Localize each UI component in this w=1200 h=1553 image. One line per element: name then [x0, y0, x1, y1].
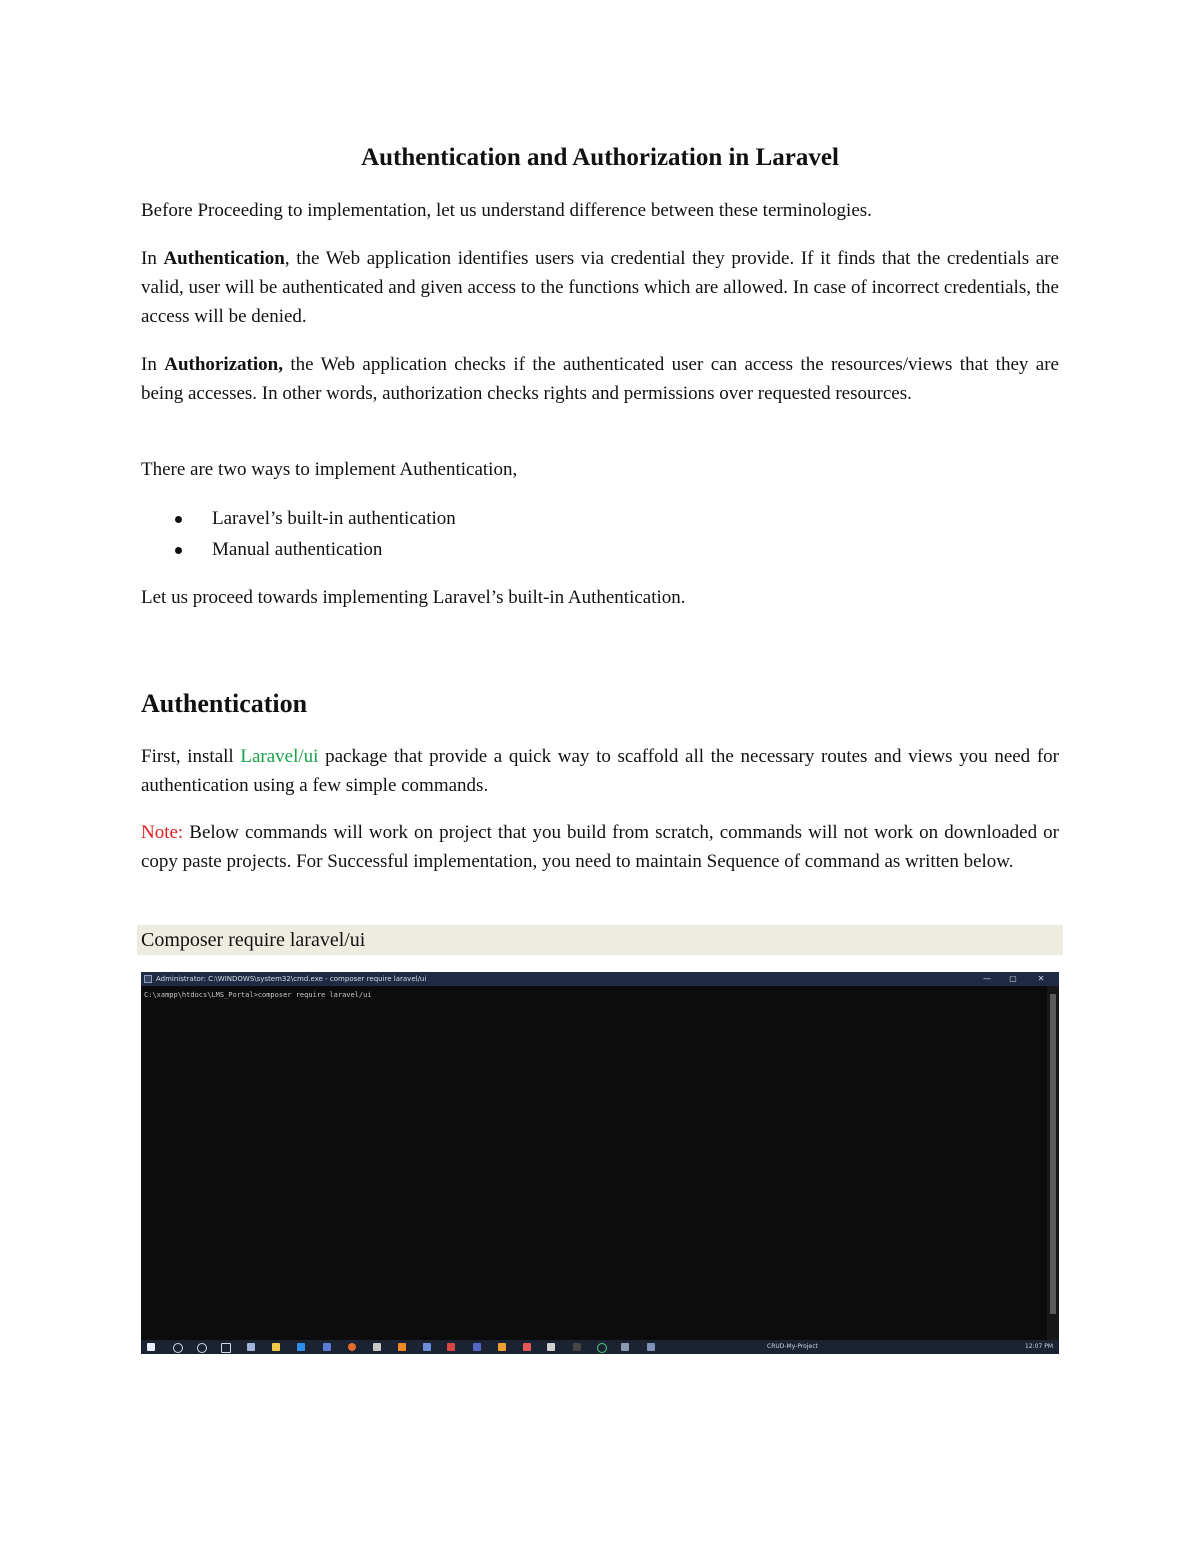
terminal-output: C:\xampp\htdocs\LMS_Portal>composer require laravel/ui	[144, 991, 372, 999]
maximize-icon[interactable]: ▢	[1009, 974, 1017, 983]
taskbar-app-icon[interactable]	[473, 1343, 481, 1351]
windows-taskbar	[141, 1340, 1059, 1354]
taskbar-app-icon[interactable]	[498, 1343, 506, 1351]
windows-start-icon[interactable]	[147, 1343, 155, 1351]
terminal-screenshot	[141, 972, 1059, 1354]
install-prefix: First, install	[141, 746, 241, 767]
xampp-icon[interactable]	[398, 1343, 406, 1351]
bullet-icon	[175, 547, 182, 554]
taskbar-app-icon[interactable]	[547, 1343, 555, 1351]
taskbar-app-icon[interactable]	[597, 1343, 607, 1353]
close-icon[interactable]: ✕	[1037, 974, 1045, 983]
authn-term: Authentication	[163, 248, 285, 269]
command-block: Composer require laravel/ui	[137, 925, 1063, 955]
list-item	[141, 534, 1059, 565]
package-link[interactable]: Laravel/ui	[240, 746, 319, 767]
taskbar-project-label[interactable]: CRUD-My-Project	[767, 1343, 818, 1350]
taskbar-app-icon[interactable]	[323, 1343, 331, 1351]
taskbar-app-icon[interactable]	[621, 1343, 629, 1351]
authorization-paragraph	[141, 350, 1059, 408]
taskbar-app-icon[interactable]	[423, 1343, 431, 1351]
section-heading: Authentication	[141, 689, 308, 718]
terminal-titlebar	[141, 972, 1059, 986]
taskbar-app-icon[interactable]	[447, 1343, 455, 1351]
proceed-paragraph	[141, 583, 1059, 612]
vscode-icon[interactable]	[297, 1343, 305, 1351]
authz-rest: the Web application checks if the authenticated user can access the resources/views that they are being accesses. In other words, authorization checks rights and permissions over requested resources.	[141, 354, 1059, 404]
ways-intro-text: There are two ways to implement Authentication,	[141, 459, 518, 480]
minimize-icon[interactable]: —	[983, 974, 991, 983]
note-label: Note:	[141, 822, 184, 843]
list-item-text: Manual authentication	[212, 539, 383, 560]
authentication-paragraph	[141, 244, 1059, 331]
authn-prefix: In	[141, 248, 164, 269]
list-item	[141, 503, 1059, 534]
ways-list	[141, 503, 1059, 565]
taskbar-app-icon[interactable]	[247, 1343, 255, 1351]
chrome-icon[interactable]	[348, 1343, 356, 1351]
note-rest: Below commands will work on project that you build from scratch, commands will not work on downloaded or copy paste projects. For Successful implementation, you need to maintain Sequence of command as written below.	[141, 822, 1059, 872]
install-paragraph	[141, 742, 1059, 800]
authz-term: Authorization,	[164, 354, 283, 375]
bullet-icon	[175, 516, 182, 523]
list-item-text: Laravel’s built-in authentication	[212, 508, 456, 529]
proceed-text: Let us proceed towards implementing Laravel’s built-in Authentication.	[141, 587, 686, 608]
authz-prefix: In	[141, 354, 165, 375]
ways-intro	[141, 455, 1059, 484]
cmd-icon	[144, 975, 152, 983]
terminal-window-title: Administrator: C:\WINDOWS\system32\cmd.exe - composer require laravel/ui	[156, 975, 427, 983]
cmd-taskbar-icon[interactable]	[647, 1343, 655, 1351]
terminal-scroll-thumb[interactable]	[1050, 994, 1056, 1314]
install-rest: package that provide a quick way to scaffold all the necessary routes and views you need for authentication using a few simple commands.	[141, 746, 1059, 796]
document-title: Authentication and Authorization in Laravel	[361, 144, 839, 171]
intro-text: Before Proceeding to implementation, let us understand difference between these terminologies.	[141, 200, 872, 221]
authn-rest: , the Web application identifies users via credential they provide. If it finds that the credentials are valid, user will be authenticated and given access to the functions which are allowed. In case of incorrect credentials, the access will be denied.	[141, 248, 1059, 327]
search-icon[interactable]	[173, 1343, 183, 1353]
task-view-icon[interactable]	[221, 1343, 231, 1353]
taskbar-app-icon[interactable]	[573, 1343, 581, 1351]
taskbar-app-icon[interactable]	[373, 1343, 381, 1351]
intro-paragraph	[141, 196, 1059, 225]
file-explorer-icon[interactable]	[272, 1343, 280, 1351]
taskbar-clock[interactable]: 12:07 PM	[1025, 1343, 1053, 1350]
note-paragraph	[141, 818, 1059, 876]
cortana-icon[interactable]	[197, 1343, 207, 1353]
taskbar-app-icon[interactable]	[523, 1343, 531, 1351]
